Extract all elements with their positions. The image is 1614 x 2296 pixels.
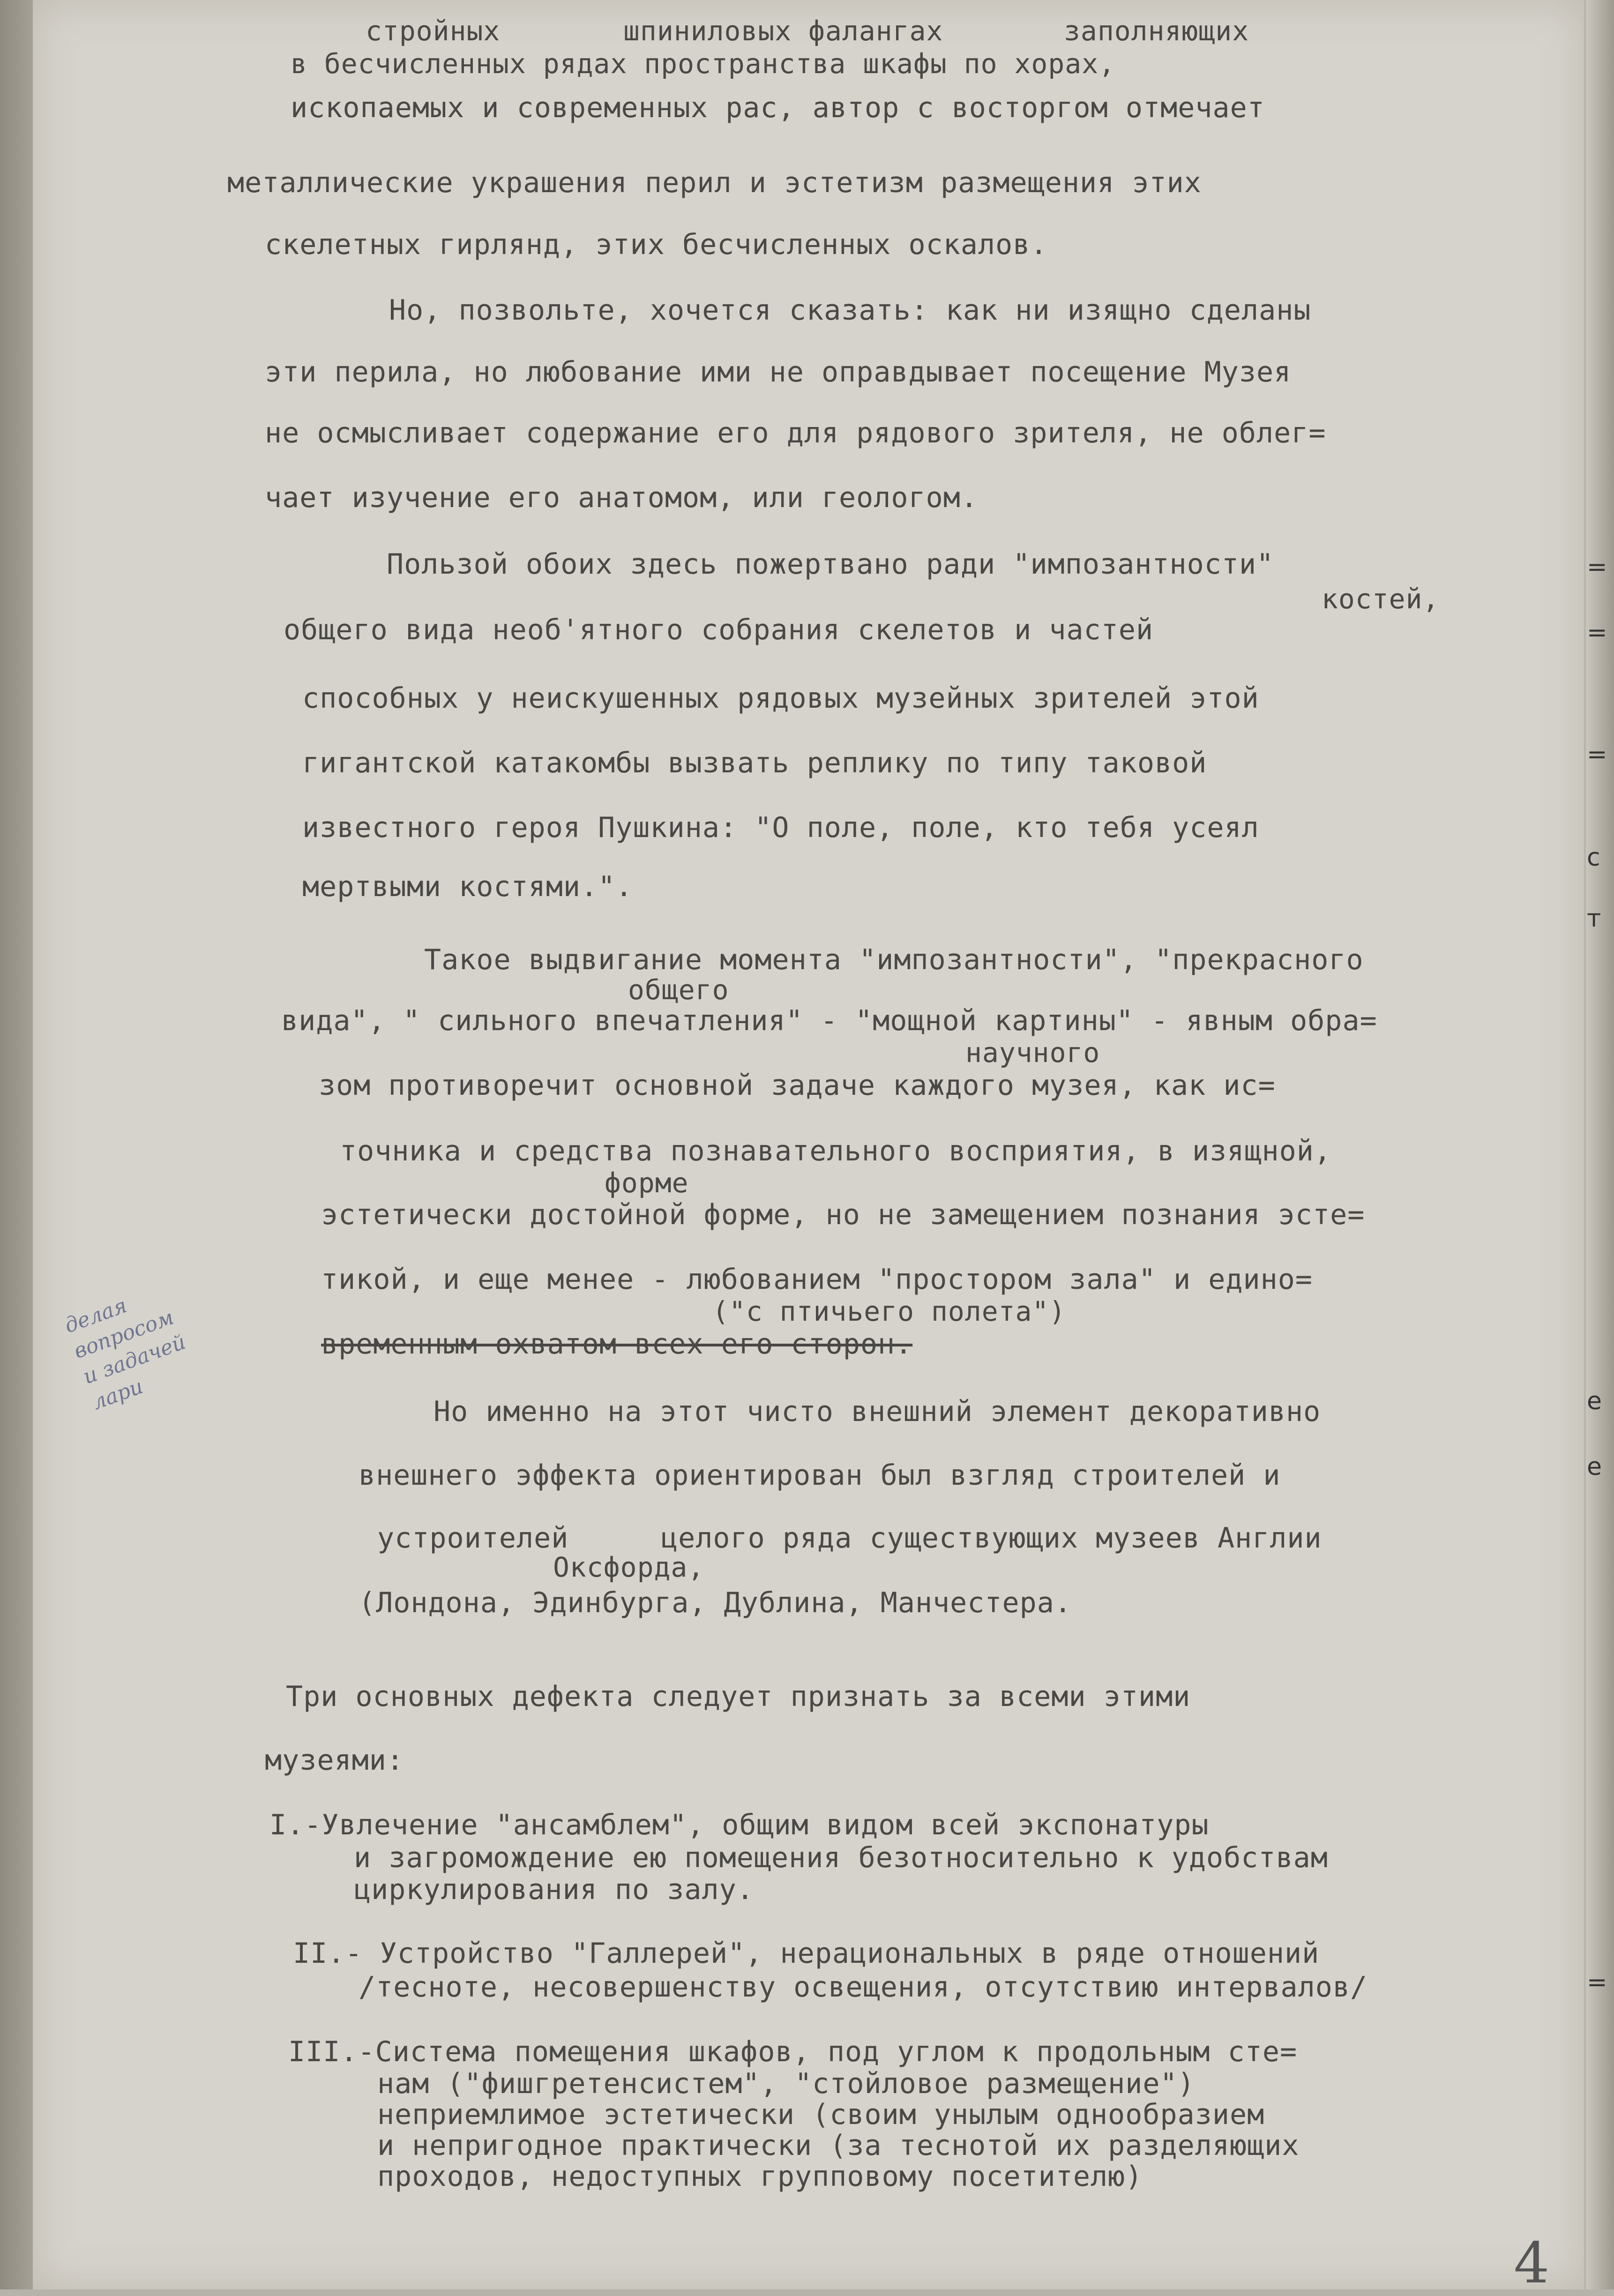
edge-mark: =	[1587, 1968, 1607, 1997]
text-line: Такое выдвигание момента "импозантности", "прекрасного	[424, 943, 1364, 976]
handwritten-margin-note: делая вопросом и задачей лари	[61, 1293, 189, 1415]
text-line: Но именно на этот чисто внешний элемент декоративно	[433, 1395, 1321, 1428]
text-line: скелетных гирлянд, этих бесчисленных оскалов.	[265, 228, 1048, 261]
text-line: Но, позвольте, хочется сказать: как ни изящно сделаны	[389, 294, 1311, 327]
text-line: неприемлимое эстетически (своим унылым однообразием	[377, 2098, 1265, 2131]
edge-mark: с	[1587, 844, 1600, 872]
edge-mark: т	[1587, 905, 1601, 933]
text-line: форме	[605, 1167, 689, 1199]
text-line: целого ряда существующих музеев Англии	[661, 1522, 1322, 1555]
text-line: II.- Устройство "Галлерей", нерациональных в ряде отношений	[293, 1937, 1320, 1970]
text-line: общего вида необ'ятного собрания скелетов и частей	[284, 613, 1154, 646]
text-line: Три основных дефекта следует признать за всеми этими	[286, 1680, 1191, 1713]
text-line: зом противоречит основной задаче каждого музея, как ис=	[319, 1069, 1276, 1102]
text-line: стройных	[366, 15, 501, 47]
text-line: эстетически достойной форме, но не замещением познания эсте=	[321, 1198, 1365, 1231]
text-line: заполняющих	[1064, 15, 1249, 47]
text-line: нам ("фишгретенсистем", "стойловое размещение")	[377, 2067, 1195, 2100]
text-line: в бесчисленных рядах пространства шкафы по хорах,	[291, 48, 1116, 80]
text-line: вида", " сильного впечатления" - "мощной картины" - явным обра=	[281, 1004, 1377, 1037]
text-line: III.-Система помещения шкафов, под углом к продольным сте=	[288, 2035, 1298, 2068]
edge-mark: е	[1587, 1453, 1602, 1481]
text-line: не осмысливает содержание его для рядового зрителя, не облег=	[265, 417, 1326, 449]
page-number: 4	[1514, 2231, 1550, 2296]
text-line: циркулирования по залу.	[354, 1873, 754, 1906]
text-line: Оксфорда,	[553, 1551, 705, 1583]
text-line: проходов, недоступных групповому посетителю)	[377, 2160, 1143, 2193]
text-line: музеями:	[265, 1744, 404, 1777]
text-line: временным охватом всех его сторон.	[321, 1328, 913, 1361]
text-line: костей,	[1322, 583, 1440, 615]
text-line: общего	[628, 974, 729, 1006]
text-line: известного героя Пушкина: "О поле, поле, кто тебя усеял	[302, 811, 1259, 844]
text-line: металлические украшения перил и эстетизм размещения этих	[227, 166, 1202, 199]
document-right-edge	[1586, 0, 1614, 2289]
edge-mark: =	[1587, 553, 1607, 581]
edge-mark: =	[1587, 619, 1607, 647]
text-line: чает изучение его анатомом, или геологом.	[265, 481, 979, 514]
text-line: (Лондона, Эдинбурга, Дублина, Манчестера.	[359, 1586, 1072, 1619]
text-line: внешнего эффекта ориентирован был взгляд строителей и	[359, 1459, 1281, 1492]
text-line: тикой, и еще менее - любованием "простором зала" и едино=	[321, 1263, 1313, 1296]
text-line: гигантской катакомбы вызвать реплику по типу таковой	[302, 747, 1207, 779]
text-line: научного	[965, 1037, 1100, 1069]
text-line: и непригодное практически (за теснотой их разделяющих	[377, 2129, 1300, 2162]
text-line: I.-Увлечение "ансамблем", общим видом всей экспонатуры	[269, 1809, 1209, 1841]
text-line: ископаемых и современных рас, автор с восторгом отмечает	[291, 91, 1265, 124]
text-line: и загромождение ею помещения безотносительно к удобствам	[354, 1841, 1328, 1874]
text-line: способных у неискушенных рядовых музейных зрителей этой	[302, 682, 1259, 715]
edge-mark: е	[1587, 1387, 1602, 1415]
text-line: мертвыми костями.".	[302, 870, 633, 903]
text-line: ("с птичьего полета")	[712, 1295, 1066, 1327]
text-line: Пользой обоих здесь пожертвано ради "импозантности"	[387, 548, 1274, 581]
text-line: шпиниловых фалангах	[623, 15, 943, 47]
text-line: устроителей	[377, 1522, 569, 1555]
text-line: эти перила, но любование ими не оправдывает посещение Музея	[265, 356, 1292, 389]
text-line: /тесноте, несовершенству освещения, отсутствию интервалов/	[359, 1971, 1368, 2004]
text-line: точника и средства познавательного восприятия, в изящной,	[340, 1135, 1332, 1167]
edge-mark: =	[1587, 740, 1607, 769]
